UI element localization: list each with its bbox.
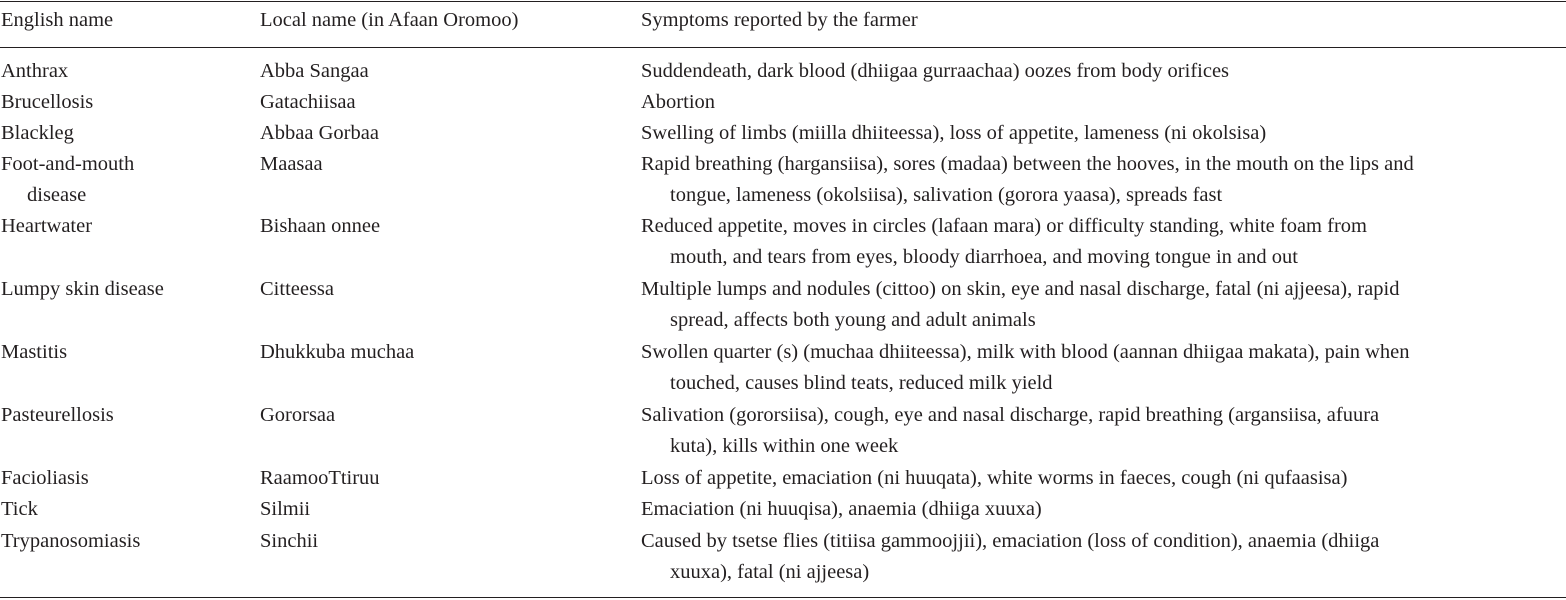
cell-local-name: RaamooTtiruu: [260, 467, 380, 489]
table-top-rule: [0, 1, 1566, 2]
cell-english-name: Anthrax: [1, 60, 69, 82]
cell-symptoms: Multiple lumps and nodules (cittoo) on skin, eye and nasal discharge, fatal (ni ajjeesa), rapid spread, affects both young and adult animals: [641, 278, 1400, 332]
cell-local-name: Sinchii: [260, 530, 319, 552]
cell-symptoms: Suddendeath, dark blood (dhiigaa gurraachaa) oozes from body orifices: [641, 60, 1230, 82]
cell-symptoms: Reduced appetite, moves in circles (lafaan mara) or difficulty standing, white foam from mouth, and tears from eyes, bloody diarrhoea, and moving tongue in and out: [641, 215, 1367, 269]
cell-local-name: Gororsaa: [260, 404, 336, 426]
cell-english-name: Heartwater: [1, 215, 93, 237]
cell-local-name: Abbaa Gorbaa: [260, 122, 379, 144]
cell-local-name: Abba Sangaa: [260, 60, 369, 82]
cell-local-name: Dhukkuba muchaa: [260, 341, 415, 363]
table-header-rule: [0, 47, 1566, 48]
table-bottom-rule: [0, 597, 1566, 598]
cell-local-name: Silmii: [260, 498, 311, 520]
cell-english-name: Facioliasis: [1, 467, 89, 489]
cell-symptoms: Swelling of limbs (miilla dhiiteessa), loss of appetite, lameness (ni okolsisa): [641, 122, 1267, 144]
cell-english-name: Pasteurellosis: [1, 404, 114, 426]
cell-symptoms: Emaciation (ni huuqisa), anaemia (dhiiga xuuxa): [641, 498, 1042, 520]
cell-symptoms: Caused by tsetse flies (titiisa gammoojjii), emaciation (loss of condition), anaemia (dhiiga xuuxa), fatal (ni ajjeesa): [641, 530, 1380, 584]
cell-english-name: Blackleg: [1, 122, 74, 144]
cell-symptoms: Abortion: [641, 91, 716, 113]
cell-english-name: Trypanosomiasis: [1, 530, 141, 552]
cell-local-name: Bishaan onnee: [260, 215, 381, 237]
header-symptoms: Symptoms reported by the farmer: [641, 9, 918, 31]
cell-symptoms: Swollen quarter (s) (muchaa dhiiteessa), milk with blood (aannan dhiigaa makata), pain when touched, causes blind teats, reduced milk yield: [641, 341, 1410, 395]
cell-local-name: Gatachiisaa: [260, 91, 356, 113]
cell-symptoms: Rapid breathing (hargansiisa), sores (madaa) between the hooves, in the mouth on the lips and tongue, lameness (okolsiisa), salivation (gorora yaasa), spreads fast: [641, 153, 1414, 207]
cell-english-name: Tick: [1, 498, 38, 520]
cell-symptoms: Salivation (gororsiisa), cough, eye and nasal discharge, rapid breathing (argansiisa, afuura kuta), kills within one week: [641, 404, 1380, 458]
cell-local-name: Citteessa: [260, 278, 335, 300]
cell-symptoms: Loss of appetite, emaciation (ni huuqata), white worms in faeces, cough (ni qufaasisa): [641, 467, 1348, 489]
cell-english-name: Lumpy skin disease: [1, 278, 164, 300]
cell-english-name: Brucellosis: [1, 91, 94, 113]
header-local-name: Local name (in Afaan Oromoo): [260, 9, 519, 31]
cell-english-name: Foot-and-mouth disease: [1, 153, 135, 207]
cell-english-name: Mastitis: [1, 341, 68, 363]
header-english-name: English name: [1, 9, 114, 31]
cell-local-name: Maasaa: [260, 153, 323, 175]
